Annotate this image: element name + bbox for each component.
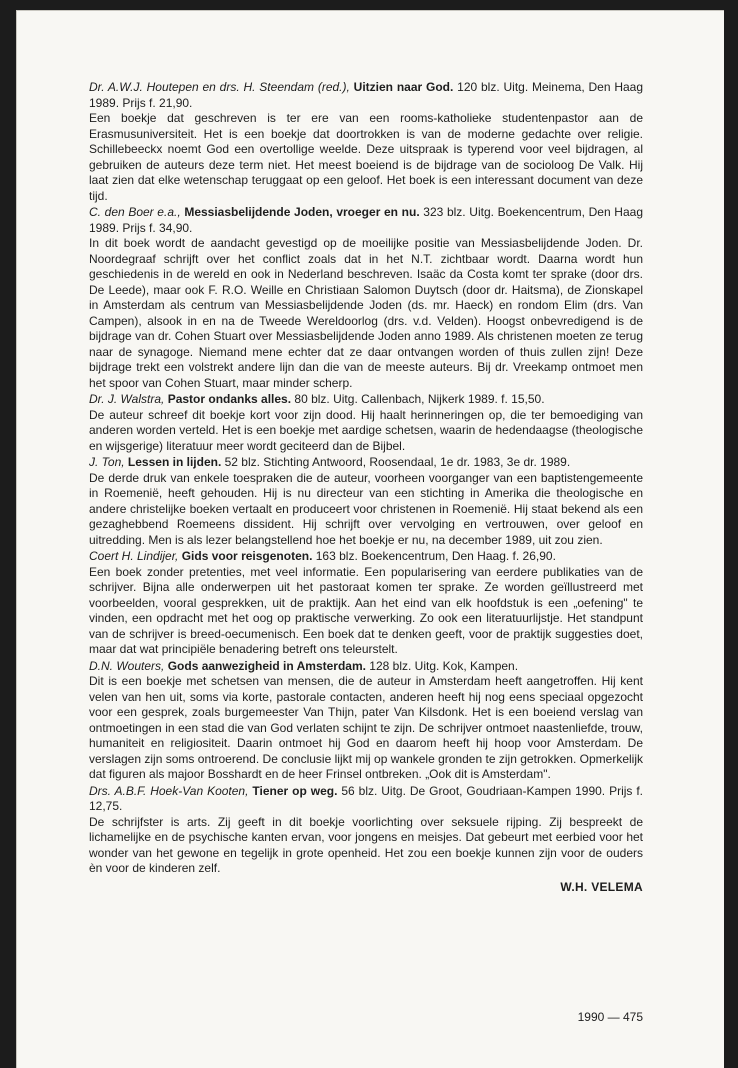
review-meta: 52 blz. Stichting Antwoord, Roosendaal, 1e dr. 1983, 3e dr. 1989. <box>221 455 571 469</box>
review-body: Een boek zonder pretenties, met veel informatie. Een popularisering van eerdere publikaties van de schrijver. Bijna alle onderwerpen uit het pastoraat komen ter sprake. Ze worden geïllustreerd met voorbeelden, vooral gesprekken, uit de praktijk. Aan het eind van elk hoofdstuk is een „oefening" te vinden, een opdracht met het oog op praktische verwerking. Zo ook een literatuurlijstje. Het standpunt van de schrijver is breed-oecumenisch. Een boek dat te denken geeft, voor de praktijk suggesties doet, maar dat wat principiële benadering betreft ons teleurstelt. <box>89 564 643 656</box>
reviewer-signature: W.H. VELEMA <box>560 879 643 894</box>
review-entry <box>89 205 643 391</box>
review-body: In dit boek wordt de aandacht gevestigd op de moeilijke positie van Messiasbelijdende Joden. Dr. Noordegraaf schrijft over het conflict zoals dat in het N.T. zichtbaar wordt. Daarna wordt hun geschiedenis in de wereld en ook in Nederland beschreven. Isaäc da Costa komt ter sprake (door drs. De Leede), maar ook F. R.O. Weille en Christiaan Salomon Duytsch (door dr. Haitsma), de Zionskapel in Amsterdam als centrum van Messiasbelijdende Joden (ds. mr. Haeck) en rondom Elim (drs. Van Campen), alsook in en na de Tweede Wereldoorlog (drs. v.d. Velden). Hoogst onbevredigend is de bijdrage van dr. Cohen Stuart over Messiasbelijdende Joden anno 1989. Als christenen moeten ze terug naar de synagoge. Niemand mene echter dat ze daar ontvangen worden of thuis zullen zijn! Deze bijdrage trekt een volstrekt andere lijn dan die van de meeste auteurs. Bij dr. Vreekamp ontmoet men het spoor van Cohen Stuart, maar minder scherp. <box>89 236 643 390</box>
scan-border-top <box>0 0 738 10</box>
review-entry <box>89 659 643 783</box>
review-entry <box>89 80 643 204</box>
review-meta: 323 blz. Uitg. Boekencentrum, Den Haag 1989. Prijs f. 34,90. <box>89 205 643 235</box>
review-body: De schrijfster is arts. Zij geeft in dit boekje voorlichting over seksuele rijping. Zij bespreekt de lichamelijke en de psychische kanten ervan, voor jongens en meisjes. Dat gebeurt met eerbied voor het wonder van het gewone en tegelijk in grote openheid. Het zou een boekje kunnen zijn voor de ouders èn voor de kinderen zelf. <box>89 814 643 875</box>
review-title: Messiasbelijdende Joden, vroeger en nu. <box>184 205 420 219</box>
review-title: Gids voor reisgenoten. <box>181 549 313 563</box>
review-body: De derde druk van enkele toespraken die de auteur, voorheen voorganger van een baptistengemeente in Roemenië, heeft gehouden. Hij is nu directeur van een stichting in Amerika die theologische en andere christelijke boeken vertaalt en produceert voor christenen in Roemenië. Hij staat bekend als een gezaghebbend Roemeens dissident. Hij schrijft over vervolging en vertrouwen, over geloof en uitredding. Men is als lezer belangstellend hoe het boekje er nu, na december 1989, uit zou zien. <box>89 470 643 547</box>
review-meta: 163 blz. Boekencentrum, Den Haag. f. 26,90. <box>312 549 556 563</box>
review-column <box>89 80 643 895</box>
review-body: Dit is een boekje met schetsen van mensen, die de auteur in Amsterdam heeft aangetroffen. Hij kent velen van hen uit, soms via korte, pastorale contacten, anderen heeft hij nog eens speciaal opgezocht voor een gesprek, zoals burgemeester Van Thijn, pater Van Kilsdonk. Het is een boeiend verslag van ontmoetingen in een stad die van God verlaten schijnt te zijn. De schrijver ontmoet naastenliefde, trouw, humaniteit en religiositeit. Daarin ontmoet hij God en daarom heeft hij hoop voor Amsterdam. De verslagen zijn soms ontroerend. De conclusie lijkt mij op wankele gronden te zijn getrokken. Opmerkelijk dat figuren als majoor Bosshardt en de heer Frinsel ontbreken. „Ook dit is Amsterdam". <box>89 674 643 781</box>
review-author: D.N. Wouters, <box>89 658 165 673</box>
review-entry <box>89 784 643 877</box>
page-number: 1990 — 475 <box>577 1010 643 1024</box>
review-meta: 80 blz. Uitg. Callenbach, Nijkerk 1989. f. 15,50. <box>291 392 545 406</box>
review-meta: 128 blz. Uitg. Kok, Kampen. <box>365 658 519 673</box>
review-author: Drs. A.B.F. Hoek-Van Kooten, <box>89 783 249 798</box>
review-author: J. Ton, <box>89 455 125 469</box>
review-meta: 120 blz. Uitg. Meinema, Den Haag 1989. Prijs f. 21,90. <box>89 80 644 110</box>
review-author: Dr. A.W.J. Houtepen en drs. H. Steendam (red.), <box>89 80 350 94</box>
review-entry <box>89 549 643 658</box>
review-author: Dr. J. Walstra, <box>89 392 165 406</box>
review-body: De auteur schreef dit boekje kort voor zijn dood. Hij haalt herinneringen op, die ter bemoediging van anderen worden verteld. Het is een boekje met aardige schetsen, waarin de hedendaagse (theologische en wijsgerige) literatuur meer wordt geciteerd dan de Bijbel. <box>89 407 643 453</box>
review-title: Gods aanwezigheid in Amsterdam. <box>167 658 366 673</box>
scan-border-left <box>0 0 16 1068</box>
review-entry <box>89 392 643 454</box>
review-entry <box>89 455 643 548</box>
review-author: Coert H. Lindijer, <box>89 549 179 563</box>
review-body: Een boekje dat geschreven is ter ere van een rooms-katholieke studentenpastor aan de Erasmusuniversiteit. Het is een boekje dat doortrokken is van de moderne gedachte over religie. Schillebeeckx noemt God een overtollige weelde. Deze uitspraak is typerend voor veel bijdragen, al gebruiken de auteurs deze term niet. Het meest boeiend is de bijdrage van de socioloog De Valk. Hij laat zien dat elke wetenschap teruggaat op een geloof. Het boek is een interessant document van deze tijd. <box>89 111 643 203</box>
review-meta: 56 blz. Uitg. De Groot, Goudriaan-Kampen 1990. Prijs f. 12,75. <box>89 783 644 813</box>
review-title: Tiener op weg. <box>252 783 338 798</box>
review-author: C. den Boer e.a., <box>89 205 181 219</box>
review-title: Uitzien naar God. <box>353 80 454 94</box>
review-title: Lessen in lijden. <box>127 455 222 469</box>
scan-border-right <box>724 0 738 1068</box>
review-title: Pastor ondanks alles. <box>167 392 292 406</box>
